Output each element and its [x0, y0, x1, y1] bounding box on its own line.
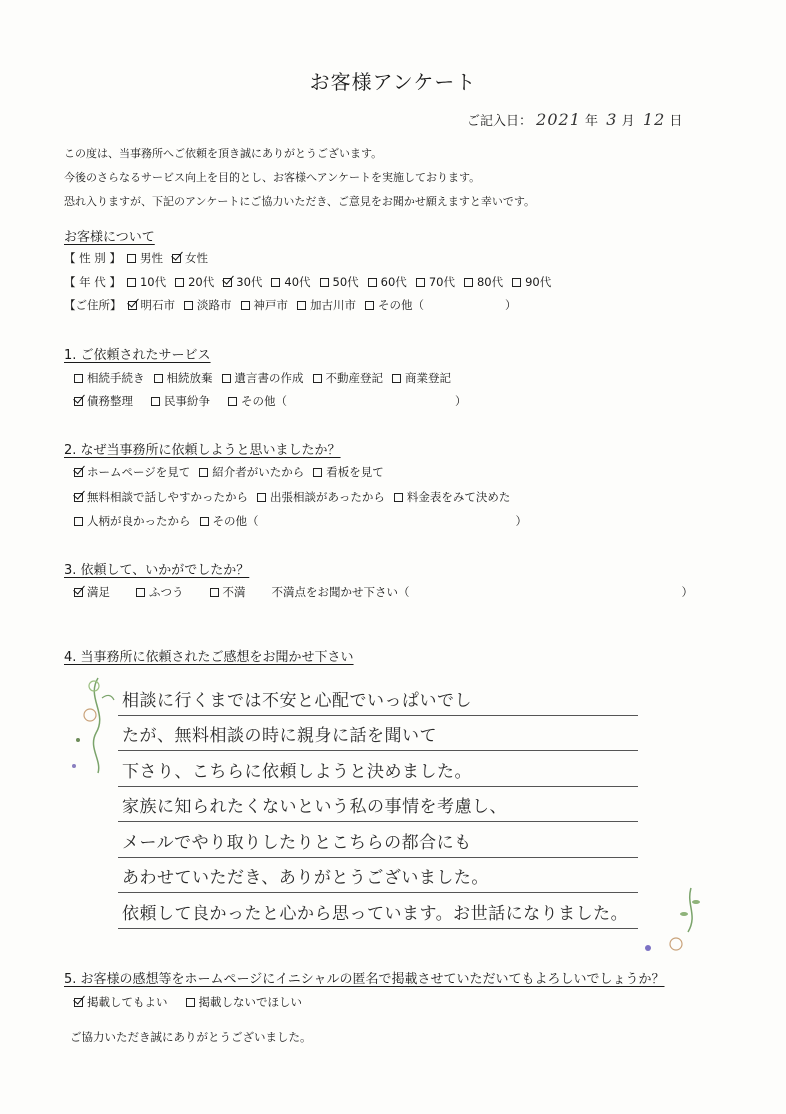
- checkbox-option[interactable]: [74, 584, 110, 600]
- checkbox-option[interactable]: [394, 489, 511, 505]
- checkbox-option[interactable]: [151, 393, 210, 409]
- date-day: 12: [642, 110, 666, 129]
- checkbox-icon[interactable]: [464, 278, 473, 287]
- q2-row: [74, 513, 527, 529]
- checkbox-option[interactable]: [271, 274, 310, 290]
- checkbox-option[interactable]: [512, 274, 551, 290]
- address-other-close: ）: [505, 298, 517, 312]
- q1-other-close: ）: [455, 394, 467, 408]
- age-row: [64, 274, 560, 290]
- checkbox-label: 10代: [139, 275, 167, 289]
- checkbox-option[interactable]: [200, 513, 259, 529]
- date-year-unit: 年: [585, 114, 599, 129]
- checkbox-option[interactable]: [228, 393, 287, 409]
- checkbox-checked-icon[interactable]: [74, 468, 83, 477]
- checkbox-icon[interactable]: [222, 374, 231, 383]
- checkbox-option[interactable]: [74, 370, 145, 386]
- closing-message: ご協力いただき誠にありがとうございました。: [70, 1030, 312, 1044]
- checkbox-checked-icon[interactable]: [128, 301, 137, 310]
- checkbox-icon[interactable]: [241, 301, 250, 310]
- checkbox-option[interactable]: [127, 250, 163, 266]
- checkbox-label: 出張相談があったから: [270, 490, 385, 504]
- answer-line: 下さり、こちらに依頼しようと決めました。: [118, 751, 638, 787]
- checkbox-label: 神戸市: [253, 298, 288, 312]
- checkbox-icon[interactable]: [151, 397, 160, 406]
- q2-row: [74, 489, 519, 505]
- checkbox-option[interactable]: [175, 274, 214, 290]
- q5-heading: 5. お客様の感想等をホームページにイニシャルの匿名で掲載させていただいてもよろしいでしょうか？: [64, 972, 665, 987]
- checkbox-checked-icon[interactable]: [172, 254, 181, 263]
- checkbox-icon[interactable]: [257, 493, 266, 502]
- checkbox-icon[interactable]: [199, 468, 208, 477]
- checkbox-option[interactable]: [199, 464, 304, 480]
- checkbox-label: 紹介者がいたから: [212, 465, 305, 479]
- checkbox-icon[interactable]: [313, 374, 322, 383]
- checkbox-icon[interactable]: [184, 301, 193, 310]
- checkbox-checked-icon[interactable]: [74, 588, 83, 597]
- checkbox-label: 70代: [428, 275, 455, 289]
- checkbox-label: 40代: [284, 275, 311, 289]
- checkbox-label: 無料相談で話しやすかったから: [87, 490, 248, 504]
- checkbox-label: 淡路市: [197, 298, 232, 312]
- checkbox-icon[interactable]: [74, 517, 83, 526]
- answer-line: メールでやり取りしたりとこちらの都合にも: [118, 822, 638, 858]
- customer-heading: お客様について: [64, 230, 155, 245]
- checkbox-label: 不動産登記: [325, 371, 383, 385]
- checkbox-label: 掲載してもよい: [87, 995, 168, 1009]
- intro-line: 今後のさらなるサービス向上を目的とし、お客様へアンケートを実施しております。: [64, 171, 481, 184]
- checkbox-option[interactable]: [313, 464, 384, 480]
- vine-decoration-icon: [68, 668, 118, 778]
- checkbox-option[interactable]: [74, 994, 168, 1010]
- checkbox-option[interactable]: [127, 274, 166, 290]
- checkbox-label: 60代: [380, 275, 407, 289]
- checkbox-icon[interactable]: [320, 278, 329, 287]
- checkbox-label: 料金表をみて決めた: [406, 490, 511, 504]
- answer-line: 相談に行くまでは不安と心配でいっぱいでし: [118, 680, 638, 716]
- impression-answer: [118, 680, 638, 929]
- date-day-unit: 日: [669, 114, 683, 129]
- checkbox-label: 遺言書の作成: [234, 371, 304, 385]
- date-label: ご記入日：: [467, 114, 533, 129]
- checkbox-label: 看板を見て: [326, 465, 384, 479]
- q3-note-close: ）: [681, 585, 693, 599]
- checkbox-checked-icon[interactable]: [223, 278, 232, 287]
- checkbox-label: その他（: [241, 394, 287, 408]
- entry-date: [467, 110, 682, 129]
- checkbox-option[interactable]: [313, 370, 384, 386]
- checkbox-option[interactable]: [74, 393, 133, 409]
- age-label: 【 年 代 】: [64, 275, 121, 289]
- checkbox-label: 20代: [188, 275, 215, 289]
- checkbox-icon[interactable]: [512, 278, 521, 287]
- checkbox-label: ふつう: [149, 585, 184, 599]
- checkbox-label: 掲載しないでほしい: [198, 995, 302, 1009]
- checkbox-label: 商業登記: [405, 371, 451, 385]
- checkbox-icon[interactable]: [368, 278, 377, 287]
- checkbox-label: ホームページを見て: [87, 465, 191, 479]
- checkbox-option[interactable]: [154, 370, 213, 386]
- checkbox-option[interactable]: [223, 274, 262, 290]
- answer-line: 家族に知られたくないという私の事情を考慮し、: [118, 787, 638, 823]
- checkbox-icon[interactable]: [200, 517, 209, 526]
- checkbox-option[interactable]: [241, 297, 289, 313]
- answer-line: あわせていただき、ありがとうございました。: [118, 858, 638, 894]
- checkbox-label: 満足: [87, 585, 110, 599]
- q3-row: [74, 584, 693, 600]
- checkbox-option[interactable]: [136, 584, 184, 600]
- checkbox-option[interactable]: [392, 370, 451, 386]
- answer-line: 依頼して良かったと心から思っています。お世話になりました。: [118, 893, 638, 929]
- checkbox-option[interactable]: [74, 464, 190, 480]
- checkbox-label: 相続手続き: [87, 371, 145, 385]
- form-title: お客様アンケート: [309, 70, 477, 94]
- date-month: 3: [606, 110, 618, 129]
- address-label: 【ご住所】: [64, 298, 122, 312]
- q1-row: [74, 370, 460, 386]
- checkbox-icon[interactable]: [186, 998, 195, 1007]
- checkbox-label: 90代: [525, 275, 552, 289]
- checkbox-option[interactable]: [368, 274, 407, 290]
- checkbox-icon[interactable]: [210, 588, 219, 597]
- checkbox-label: 民事紛争: [164, 394, 210, 408]
- checkbox-label: 不満: [222, 585, 246, 599]
- checkbox-icon[interactable]: [416, 278, 425, 287]
- checkbox-option[interactable]: [186, 994, 303, 1010]
- checkbox-label: 債務整理: [87, 394, 133, 408]
- checkbox-icon[interactable]: [394, 493, 403, 502]
- q2-heading: 2. なぜ当事務所に依頼しようと思いましたか？: [64, 443, 341, 458]
- checkbox-label: 相続放棄: [166, 371, 213, 385]
- gender-row: [64, 250, 217, 266]
- checkbox-icon[interactable]: [74, 374, 83, 383]
- checkbox-label: 80代: [476, 275, 504, 289]
- checkbox-option[interactable]: [128, 297, 176, 313]
- date-month-unit: 月: [621, 114, 635, 129]
- intro-line: 恐れ入りますが、下記のアンケートにご協力いただき、ご意見をお聞かせ願えますと幸いです。: [64, 195, 536, 208]
- checkbox-option[interactable]: [320, 274, 359, 290]
- checkbox-icon[interactable]: [228, 397, 237, 406]
- checkbox-icon[interactable]: [136, 588, 145, 597]
- flower-decoration-icon: [636, 880, 706, 960]
- checkbox-label: 加古川市: [310, 298, 356, 312]
- checkbox-label: その他（: [378, 298, 424, 312]
- checkbox-label: 男性: [139, 251, 163, 265]
- checkbox-icon[interactable]: [365, 301, 374, 310]
- checkbox-label: 女性: [184, 251, 208, 265]
- checkbox-option[interactable]: [257, 489, 385, 505]
- checkbox-icon[interactable]: [154, 374, 163, 383]
- gender-label: 【 性 別 】: [64, 251, 121, 265]
- checkbox-option[interactable]: [210, 584, 246, 600]
- checkbox-icon[interactable]: [127, 278, 136, 287]
- checkbox-option[interactable]: [297, 297, 356, 313]
- checkbox-option[interactable]: [74, 513, 191, 529]
- checkbox-icon[interactable]: [127, 254, 136, 263]
- checkbox-option[interactable]: [416, 274, 455, 290]
- q1-row: [74, 393, 467, 409]
- checkbox-icon[interactable]: [297, 301, 306, 310]
- answer-line: たが、無料相談の時に親身に話を聞いて: [118, 716, 638, 752]
- checkbox-label: その他（: [212, 514, 259, 528]
- checkbox-option[interactable]: [365, 297, 424, 313]
- checkbox-option[interactable]: [464, 274, 503, 290]
- checkbox-option[interactable]: [74, 489, 248, 505]
- address-row: [64, 297, 517, 313]
- checkbox-label: 明石市: [140, 298, 175, 312]
- q3-heading: 3. 依頼して、いかがでしたか？: [64, 563, 250, 578]
- checkbox-icon[interactable]: [313, 468, 322, 477]
- date-year: 2021: [536, 110, 581, 129]
- checkbox-option[interactable]: [172, 250, 208, 266]
- checkbox-checked-icon[interactable]: [74, 397, 83, 406]
- checkbox-icon[interactable]: [175, 278, 184, 287]
- checkbox-checked-icon[interactable]: [74, 998, 83, 1007]
- q3-complaint-note: 不満点をお聞かせ下さい（: [271, 585, 410, 599]
- q5-row: [74, 994, 320, 1010]
- checkbox-label: 50代: [332, 275, 359, 289]
- checkbox-icon[interactable]: [271, 278, 280, 287]
- q4-heading: 4. 当事務所に依頼されたご感想をお聞かせ下さい: [64, 650, 354, 665]
- checkbox-icon[interactable]: [392, 374, 401, 383]
- checkbox-option[interactable]: [184, 297, 232, 313]
- checkbox-option[interactable]: [222, 370, 304, 386]
- checkbox-label: 人柄が良かったから: [87, 514, 191, 528]
- q1-heading: 1. ご依頼されたサービス: [64, 348, 211, 363]
- checkbox-checked-icon[interactable]: [74, 493, 83, 502]
- intro-line: この度は、当事務所へご依頼を頂き誠にありがとうございます。: [64, 147, 383, 160]
- q2-other-close: ）: [515, 514, 527, 528]
- q2-row: [74, 464, 393, 480]
- checkbox-label: 30代: [236, 275, 263, 289]
